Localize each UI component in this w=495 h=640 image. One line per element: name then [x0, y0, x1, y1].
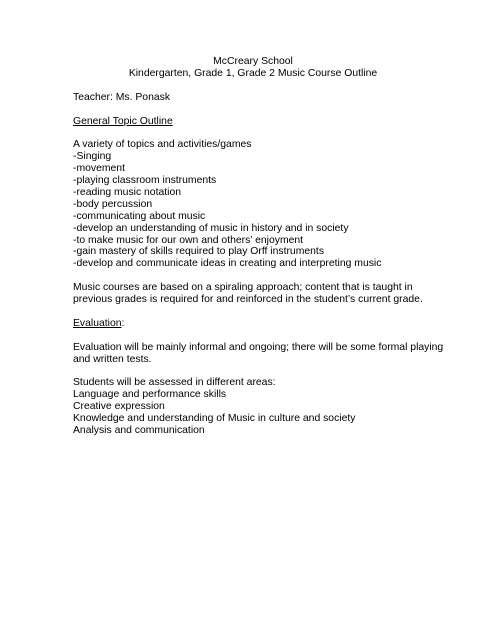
topics-section — [73, 139, 433, 270]
areas-intro: Students will be assessed in different areas: — [73, 377, 276, 389]
area-item: Creative expression — [73, 401, 165, 413]
topic-item: -to make music for our own and others’ enjoyment — [73, 234, 304, 246]
topic-item: -develop an understanding of music in history and in society — [73, 222, 349, 234]
topic-item: -body percussion — [73, 198, 153, 210]
topic-item: -gain mastery of skills required to play Orff instruments — [73, 246, 325, 258]
spiral-line-2: previous grades is required for and reinforced in the student’s current grade. — [73, 294, 423, 306]
evaluation-line-2: and written tests. — [73, 353, 152, 365]
topic-item: -Singing — [73, 151, 112, 163]
school-name: McCreary School — [213, 56, 293, 67]
topic-item: -communicating about music — [73, 210, 206, 222]
topics-intro: A variety of topics and activities/games — [73, 139, 252, 151]
area-item: Analysis and communication — [73, 424, 205, 436]
topic-item: -reading music notation — [73, 186, 182, 198]
area-item: Language and performance skills — [73, 389, 227, 401]
evaluation-heading-line — [73, 318, 433, 330]
document-header — [73, 56, 433, 80]
evaluation-heading-colon: : — [121, 317, 125, 329]
topic-item: -playing classroom instruments — [73, 175, 217, 187]
area-item: Knowledge and understanding of Music in culture and society — [73, 413, 356, 425]
evaluation-paragraph — [73, 341, 444, 366]
spiral-line-1: Music courses are based on a spiraling approach; content that is taught in — [73, 282, 413, 294]
document-content — [73, 56, 444, 437]
topic-item: -develop and communicate ideas in creating and interpreting music — [73, 258, 382, 270]
teacher-line: Teacher: Ms. Ponask — [73, 91, 171, 103]
topic-item: -movement — [73, 163, 125, 175]
course-title: Kindergarten, Grade 1, Grade 2 Music Course Outline — [128, 67, 378, 79]
evaluation-line-1: Evaluation will be mainly informal and ongoing; there will be some formal playing — [73, 341, 444, 353]
topic-outline-heading: General Topic Outline — [73, 115, 173, 127]
areas-section — [73, 377, 433, 437]
evaluation-heading: Evaluation — [73, 317, 122, 329]
spiral-paragraph — [73, 282, 433, 306]
